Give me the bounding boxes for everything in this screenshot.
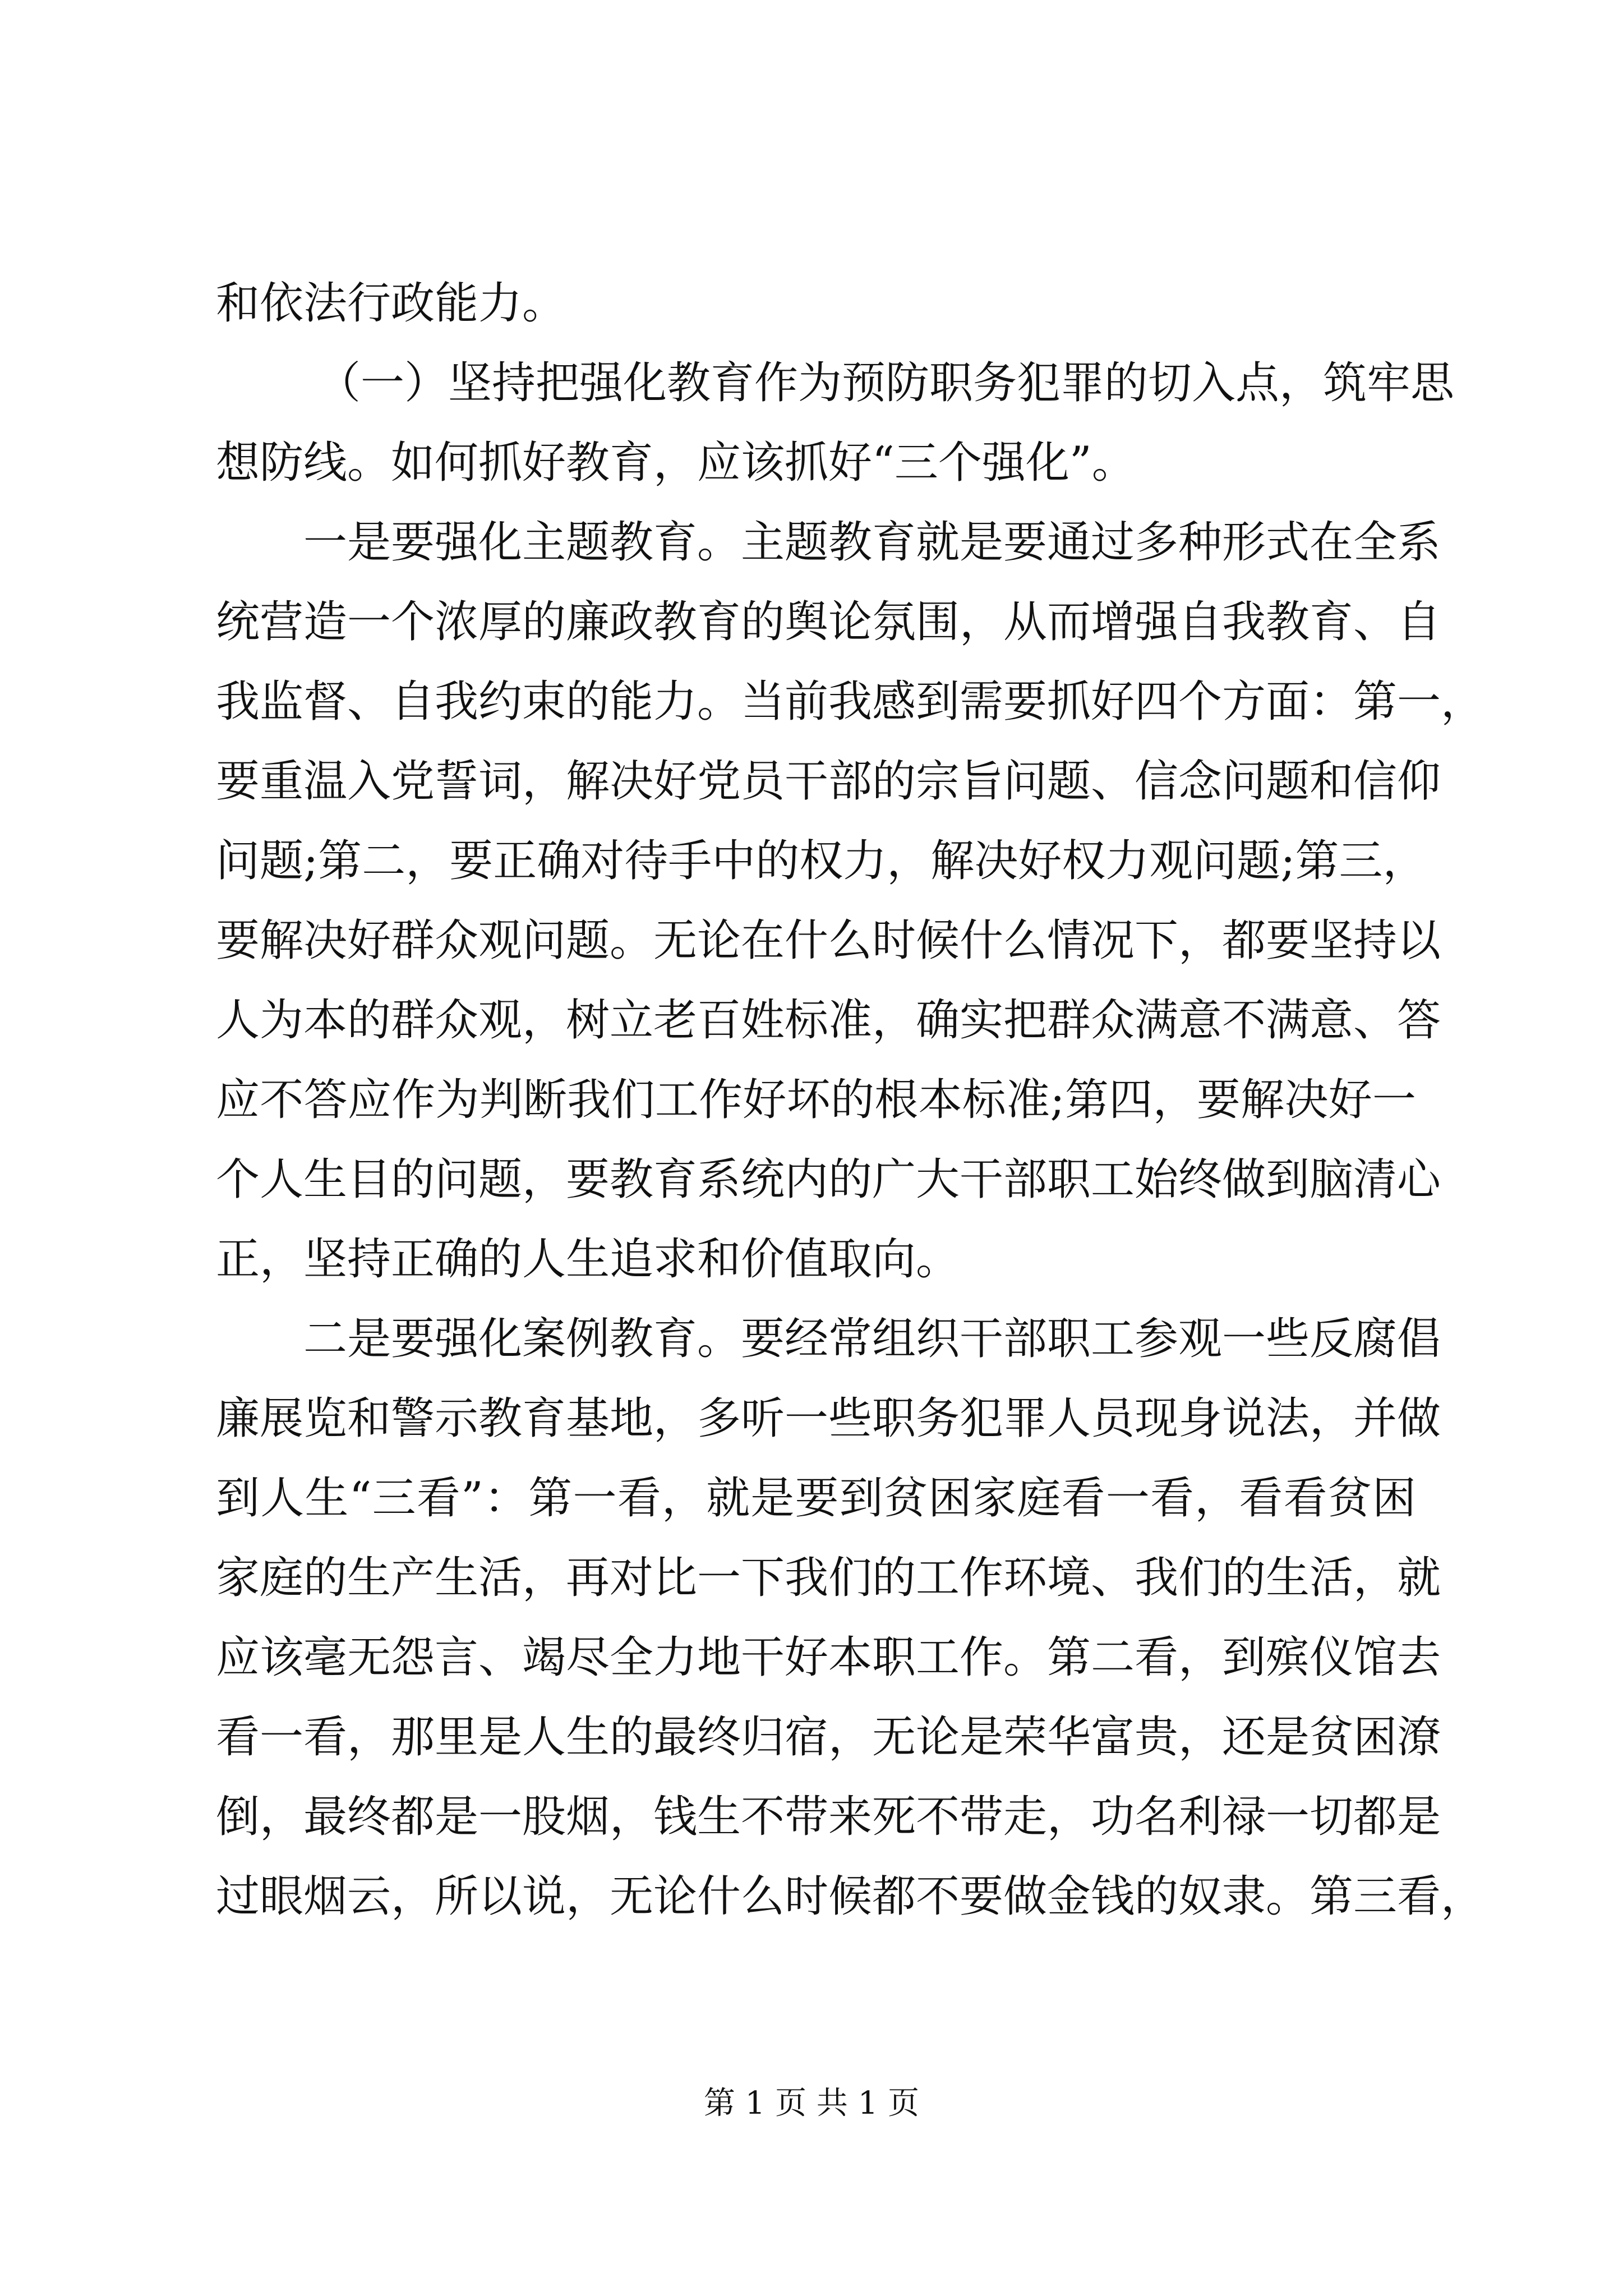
text-line: 个人生目的问题，要教育系统内的广大干部职工始终做到脑清心	[216, 1154, 1441, 1205]
text-line: 人为本的群众观，树立老百姓标准，确实把群众满意不满意、答	[216, 995, 1441, 1046]
text-line: （一）坚持把强化教育作为预防职务犯罪的切入点，筑牢思	[317, 358, 1455, 408]
text-line: 家庭的生产生活，再对比一下我们的工作环境、我们的生活，就	[216, 1553, 1441, 1603]
text-line: 应该毫无怨言、竭尽全力地干好本职工作。第二看，到殡仪馆去	[216, 1632, 1441, 1683]
text-line: 倒，最终都是一股烟，钱生不带来死不带走，功名利禄一切都是	[216, 1792, 1441, 1842]
text-line: 要重温入党誓词，解决好党员干部的宗旨问题、信念问题和信仰	[216, 756, 1441, 807]
text-line: 二是要强化案例教育。要经常组织干部职工参观一些反腐倡	[303, 1314, 1441, 1364]
text-line: 统营造一个浓厚的廉政教育的舆论氛围，从而增强自我教育、自	[216, 597, 1441, 647]
text-line: 应不答应作为判断我们工作好坏的根本标准;第四，要解决好一	[216, 1075, 1417, 1125]
text-line: 想防线。如何抓好教育，应该抓好“三个强化”。	[216, 438, 1136, 488]
text-line: 廉展览和警示教育基地，多听一些职务犯罪人员现身说法，并做	[216, 1393, 1441, 1444]
page-footer: 第 1 页 共 1 页	[703, 2085, 920, 2122]
document-body	[216, 264, 1485, 1936]
text-line: 过眼烟云，所以说，无论什么时候都不要做金钱的奴隶。第三看，	[216, 1871, 1485, 1922]
text-line: 一是要强化主题教育。主题教育就是要通过多种形式在全系	[303, 517, 1441, 568]
text-line: 看一看，那里是人生的最终归宿，无论是荣华富贵，还是贫困潦	[216, 1712, 1441, 1763]
text-line: 我监督、自我约束的能力。当前我感到需要抓好四个方面：第一，	[216, 677, 1485, 727]
text-line: 正，坚持正确的人生追求和价值取向。	[216, 1234, 960, 1285]
text-line: 和依法行政能力。	[216, 278, 566, 329]
text-line: 到人生“三看”：第一看，就是要到贫困家庭看一看，看看贫困	[216, 1473, 1416, 1524]
text-line: 问题;第二，要正确对待手中的权力，解决好权力观问题;第三，	[216, 836, 1427, 886]
text-line: 要解决好群众观问题。无论在什么时候什么情况下，都要坚持以	[216, 915, 1441, 966]
